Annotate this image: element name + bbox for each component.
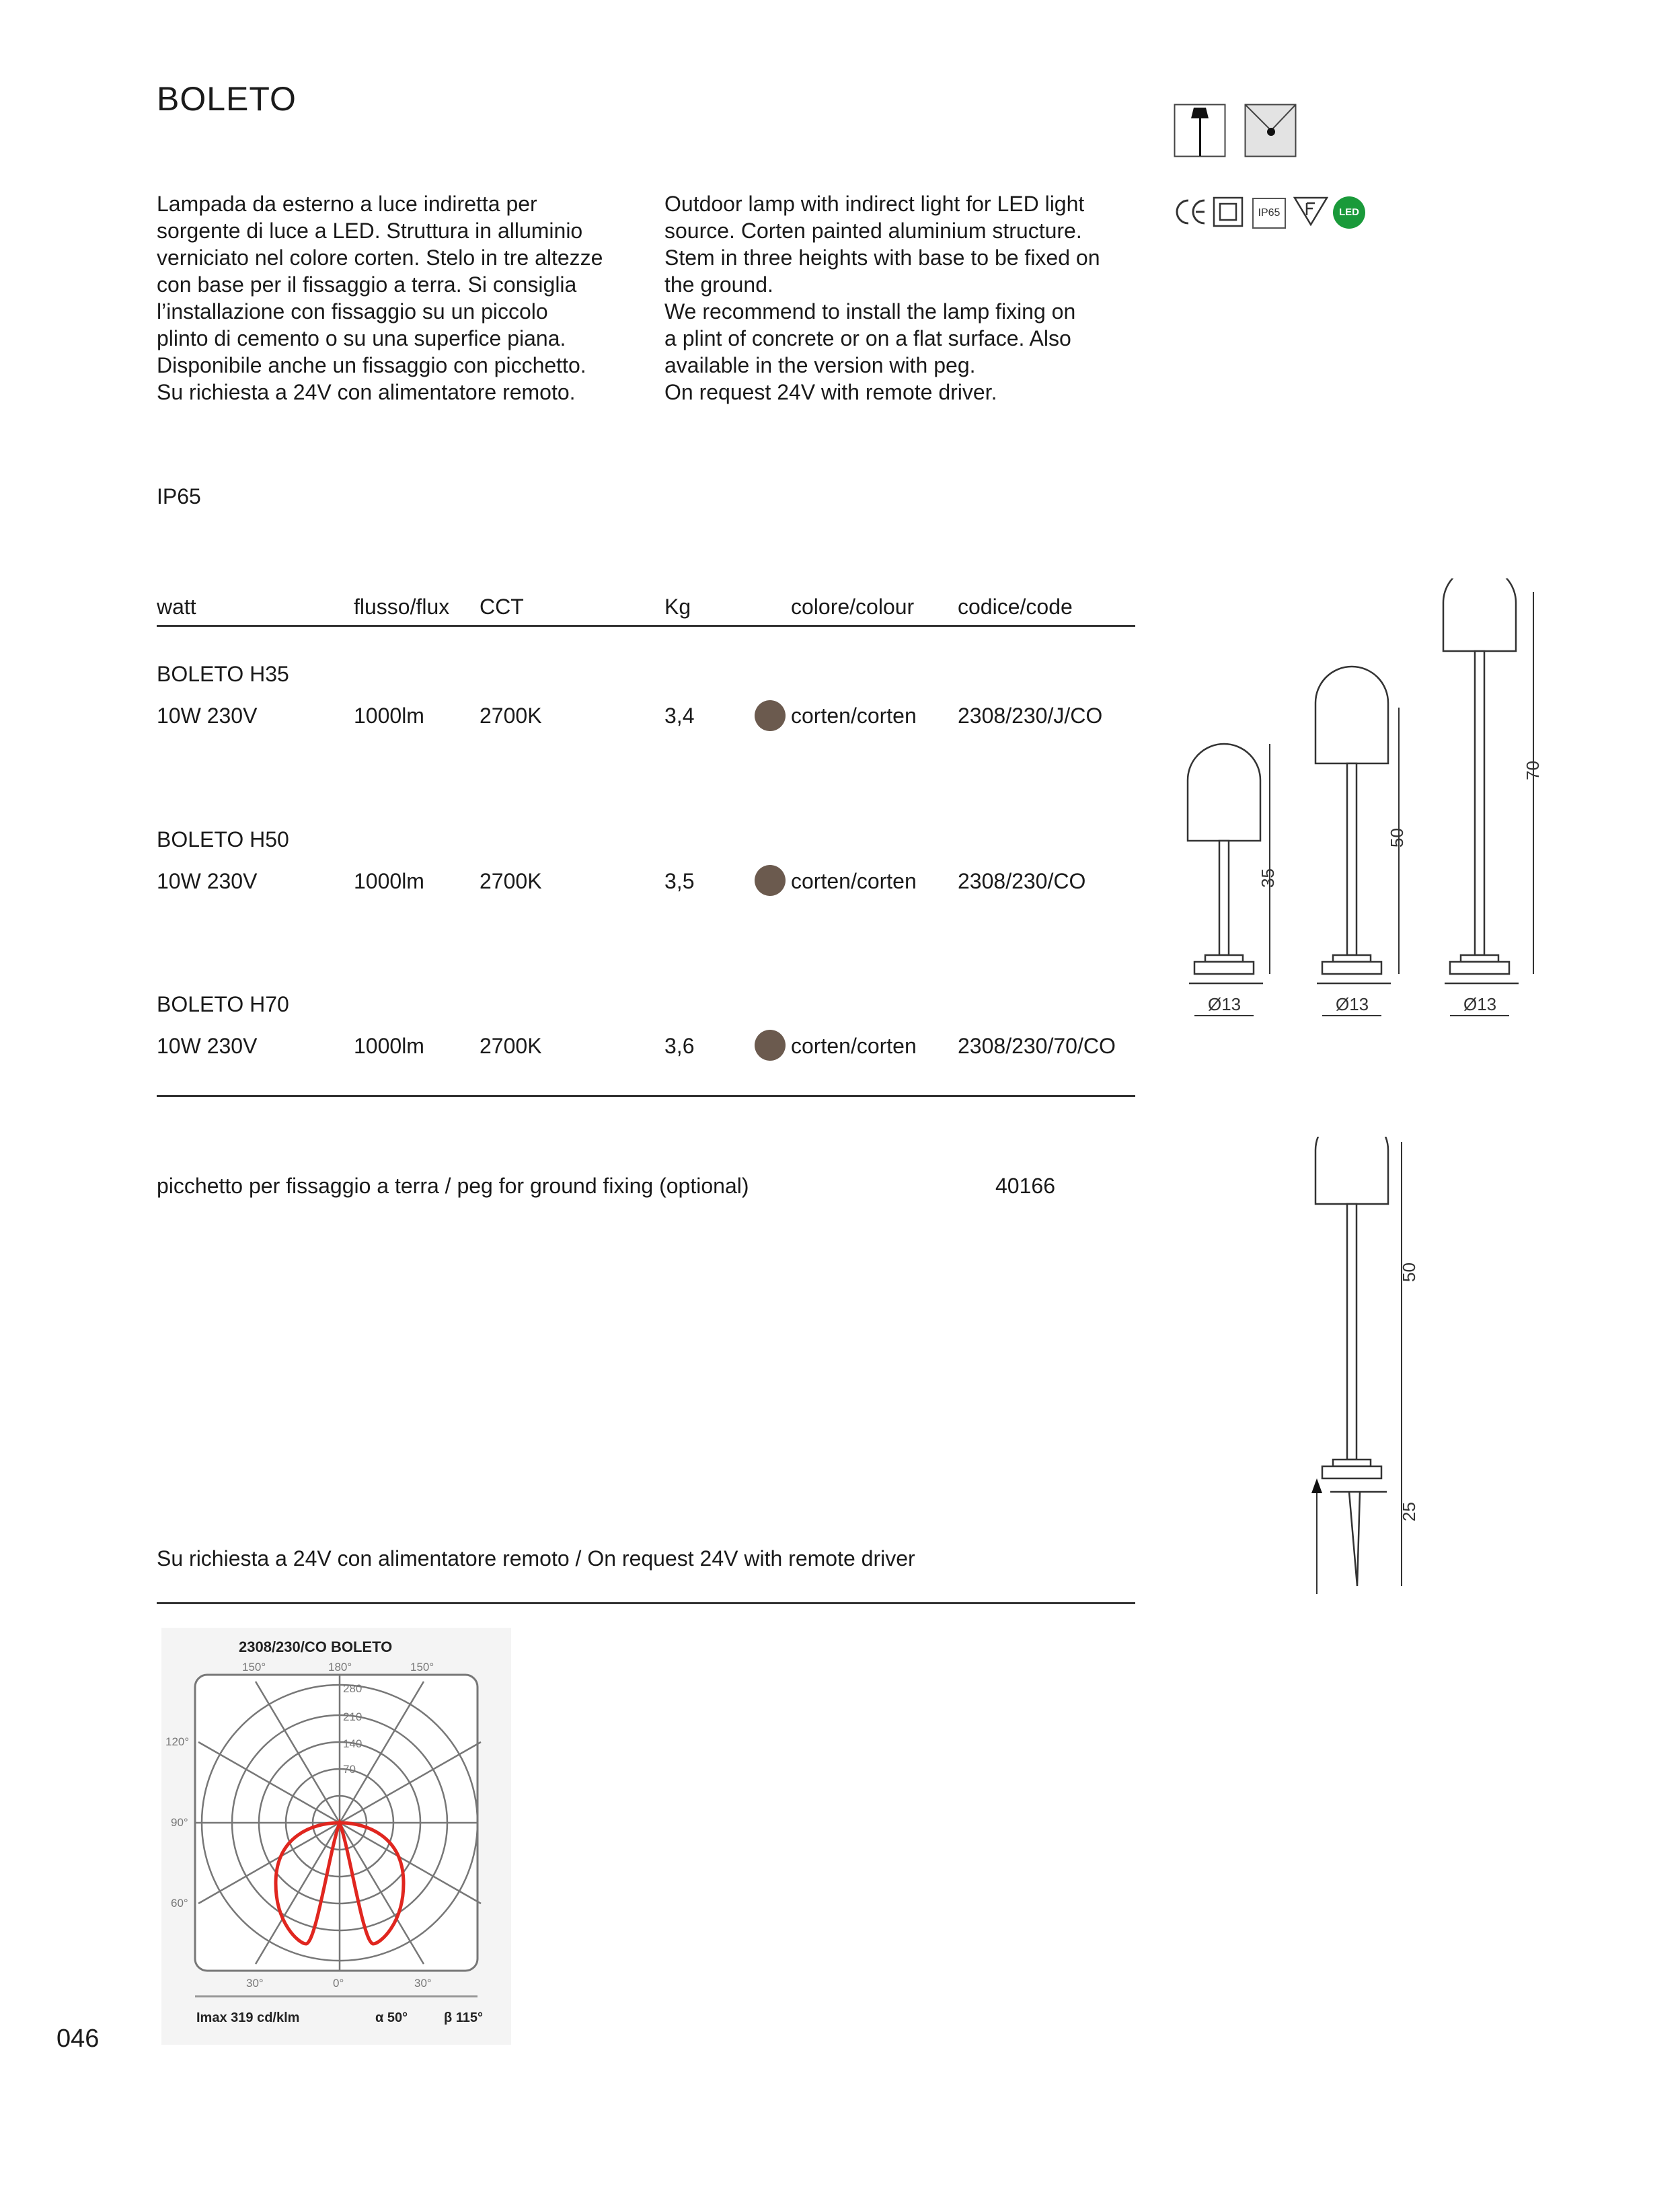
photometric-diagram [161,1628,511,2045]
angle-label-top-center: 180° [328,1661,352,1673]
cell-code: 2308/230/70/CO [958,1034,1116,1058]
angle-label-bottom-right: 30° [414,1977,432,1990]
photometric-alpha: α 50° [375,2010,408,2025]
ip65-badge [1252,198,1286,229]
col-header-watt: watt [157,595,196,619]
cell-watt: 10W 230V [157,1034,258,1058]
description-italian: Lampada da esterno a luce indiretta per sorgente di luce a LED. Struttura in alluminio verniciato nel colore corten. Stelo in tre altezze con base per il fissaggio a terra. Si consiglia l’installazione con fissaggio su un piccolo plinto di cemento o su una superfice piana. Disponibile anche un fissaggio con picchetto. Su richiesta a 24V con alimentatore remoto. [157,192,603,404]
h50-height-label: 50 [1387,828,1407,847]
peg-length-label: 25 [1399,1502,1419,1521]
colour-swatch [755,1030,786,1061]
h35-diameter-label: Ø13 [1208,994,1242,1014]
accessory-code: 40166 [995,1174,1055,1198]
cell-cct: 2700K [480,704,542,728]
lamp-h35-drawing [1188,744,1263,983]
note-divider [157,1602,1135,1604]
cell-cct: 2700K [480,869,542,893]
ring-label: 140 [343,1737,362,1750]
ip-rating: IP65 [157,484,201,508]
model-name: BOLETO H70 [157,992,289,1016]
description-english: Outdoor lamp with indirect light for LED light source. Corten painted aluminium structure. Stem in three heights with base to be fixed on the ground. We recommend to install the lamp fixing on a plint of concrete or on a flat surface. Also available in the version with peg. On request 24V with remote driver. [664,192,1100,404]
lamp-h70-drawing [1443,578,1519,983]
cell-flux: 1000lm [354,704,424,728]
class-ii-icon [1213,196,1244,227]
led-badge-label: LED [1339,206,1359,218]
model-name: BOLETO H50 [157,827,289,852]
col-header-colour: colore/colour [791,595,915,619]
h70-diameter-label: Ø13 [1463,994,1497,1014]
angle-label-bottom-center: 0° [333,1977,344,1990]
col-header-kg: Kg [664,595,691,619]
angle-label-left-120: 120° [165,1735,190,1748]
cell-kg: 3,5 [664,869,695,893]
page-title: BOLETO [157,80,297,118]
angle-label-left-60: 60° [171,1897,188,1910]
angle-label-bottom-left: 30° [246,1977,264,1990]
photometric-beta: β 115° [444,2010,484,2025]
col-header-flux: flusso/flux [354,595,450,619]
photometric-imax: Imax 319 cd/klm [196,2010,300,2025]
model-name: BOLETO H35 [157,662,289,686]
cell-colour: corten/corten [791,869,917,893]
angle-label-top-left: 150° [242,1661,266,1673]
lamp-dimension-drawings [1170,578,1547,1022]
table-header-divider [157,625,1135,627]
lamp-h50-drawing [1315,667,1391,983]
ring-label: 280 [343,1682,362,1695]
cell-watt: 10W 230V [157,869,258,893]
cell-kg: 3,4 [664,704,695,728]
accessory-label: picchetto per fissaggio a terra / peg for ground fixing (optional) [157,1174,749,1198]
colour-swatch [755,865,786,896]
led-badge [1333,196,1365,229]
h70-height-label: 70 [1523,761,1543,780]
cell-flux: 1000lm [354,1034,424,1058]
peg-version-drawing [1305,1137,1453,1594]
cell-cct: 2700K [480,1034,542,1058]
table-bottom-divider [157,1095,1135,1097]
col-header-code: codice/code [958,595,1073,619]
h35-height-label: 35 [1258,868,1278,888]
cell-kg: 3,6 [664,1034,695,1058]
remote-driver-note: Su richiesta a 24V con alimentatore remoto / On request 24V with remote driver [157,1546,915,1571]
cell-flux: 1000lm [354,869,424,893]
cell-colour: corten/corten [791,704,917,728]
angle-label-top-right: 150° [410,1661,434,1673]
cell-watt: 10W 230V [157,704,258,728]
h50-diameter-label: Ø13 [1336,994,1369,1014]
ip65-badge-label: IP65 [1258,207,1281,219]
photometric-title: 2308/230/CO BOLETO [239,1638,393,1655]
ceiling-corner-icon [1244,104,1297,157]
cell-code: 2308/230/J/CO [958,704,1103,728]
peg-height-label: 50 [1399,1262,1419,1282]
cell-colour: corten/corten [791,1034,917,1058]
f-mark-icon [1293,195,1328,227]
col-header-cct: CCT [480,595,524,619]
angle-label-left-90: 90° [171,1816,188,1829]
ce-mark-icon [1174,196,1207,227]
cell-code: 2308/230/CO [958,869,1086,893]
floor-lamp-icon [1174,104,1226,157]
ring-label: 210 [343,1710,362,1723]
page-number: 046 [56,2025,100,2053]
ring-label: 70 [343,1763,356,1776]
colour-swatch [755,700,786,731]
